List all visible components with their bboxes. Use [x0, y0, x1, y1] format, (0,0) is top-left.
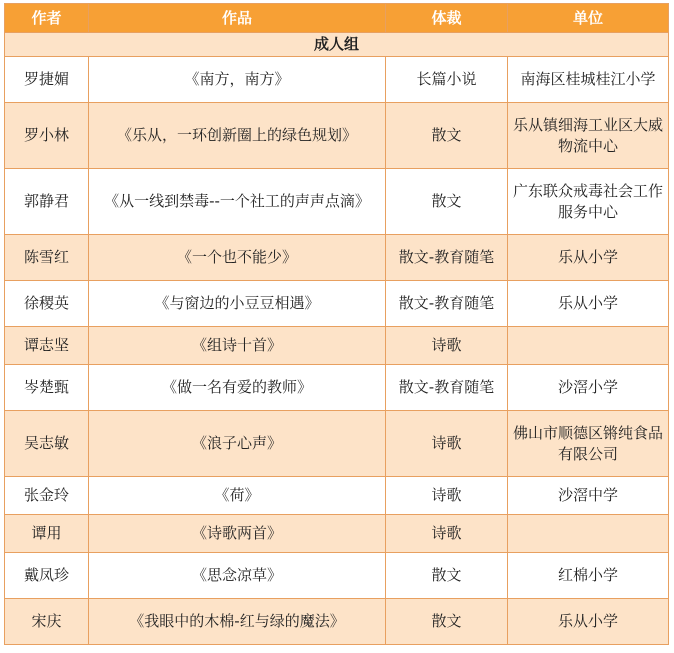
cell-genre: 散文 — [386, 553, 508, 599]
cell-unit: 南海区桂城桂江小学 — [508, 57, 669, 103]
cell-author: 罗小林 — [5, 103, 89, 169]
cell-work: 《南方，南方》 — [89, 57, 386, 103]
header-unit: 单位 — [508, 4, 669, 33]
cell-genre: 诗歌 — [386, 477, 508, 515]
cell-work: 《荷》 — [89, 477, 386, 515]
table-row — [5, 169, 669, 235]
cell-author: 吴志敏 — [5, 411, 89, 477]
group-row — [5, 33, 669, 57]
table-row — [5, 477, 669, 515]
table-row — [5, 365, 669, 411]
cell-work: 《乐从，一环创新圈上的绿色规划》 — [89, 103, 386, 169]
cell-genre: 诗歌 — [386, 327, 508, 365]
cell-author: 张金玲 — [5, 477, 89, 515]
cell-genre: 散文-教育随笔 — [386, 365, 508, 411]
cell-author: 谭用 — [5, 515, 89, 553]
cell-genre: 散文 — [386, 103, 508, 169]
cell-author: 谭志坚 — [5, 327, 89, 365]
table-row — [5, 599, 669, 645]
cell-unit: 沙滘中学 — [508, 477, 669, 515]
cell-work: 《从一线到禁毒--一个社工的声声点滴》 — [89, 169, 386, 235]
cell-unit — [508, 515, 669, 553]
cell-unit — [508, 327, 669, 365]
table-row — [5, 103, 669, 169]
cell-unit: 佛山市顺德区锵纯食品有限公司 — [508, 411, 669, 477]
table-row — [5, 515, 669, 553]
cell-unit: 乐从小学 — [508, 235, 669, 281]
cell-unit: 红棉小学 — [508, 553, 669, 599]
awards-table — [4, 3, 669, 645]
cell-work: 《思念凉草》 — [89, 553, 386, 599]
table-body — [5, 33, 669, 645]
cell-author: 戴凤珍 — [5, 553, 89, 599]
cell-unit: 广东联众戒毒社会工作服务中心 — [508, 169, 669, 235]
cell-work: 《与窗边的小豆豆相遇》 — [89, 281, 386, 327]
table-row — [5, 411, 669, 477]
table-row — [5, 281, 669, 327]
cell-genre: 诗歌 — [386, 411, 508, 477]
cell-genre: 散文-教育随笔 — [386, 235, 508, 281]
cell-unit: 乐从小学 — [508, 599, 669, 645]
table-header — [5, 4, 669, 33]
cell-author: 罗捷媚 — [5, 57, 89, 103]
cell-work: 《浪子心声》 — [89, 411, 386, 477]
cell-work: 《诗歌两首》 — [89, 515, 386, 553]
cell-unit: 乐从小学 — [508, 281, 669, 327]
cell-author: 徐稷英 — [5, 281, 89, 327]
cell-unit: 乐从镇细海工业区大威物流中心 — [508, 103, 669, 169]
cell-genre: 散文-教育随笔 — [386, 281, 508, 327]
group-label: 成人组 — [5, 33, 669, 57]
header-work: 作品 — [89, 4, 386, 33]
cell-author: 宋庆 — [5, 599, 89, 645]
cell-genre: 长篇小说 — [386, 57, 508, 103]
cell-genre: 散文 — [386, 599, 508, 645]
cell-work: 《一个也不能少》 — [89, 235, 386, 281]
table-row — [5, 327, 669, 365]
table-row — [5, 553, 669, 599]
cell-work: 《做一名有爱的教师》 — [89, 365, 386, 411]
cell-unit: 沙滘小学 — [508, 365, 669, 411]
table-row — [5, 57, 669, 103]
cell-work: 《我眼中的木棉-红与绿的魔法》 — [89, 599, 386, 645]
cell-author: 郭静君 — [5, 169, 89, 235]
cell-work: 《组诗十首》 — [89, 327, 386, 365]
cell-genre: 散文 — [386, 169, 508, 235]
header-author: 作者 — [5, 4, 89, 33]
cell-author: 陈雪红 — [5, 235, 89, 281]
cell-genre: 诗歌 — [386, 515, 508, 553]
cell-author: 岑楚甄 — [5, 365, 89, 411]
header-genre: 体裁 — [386, 4, 508, 33]
table-row — [5, 235, 669, 281]
